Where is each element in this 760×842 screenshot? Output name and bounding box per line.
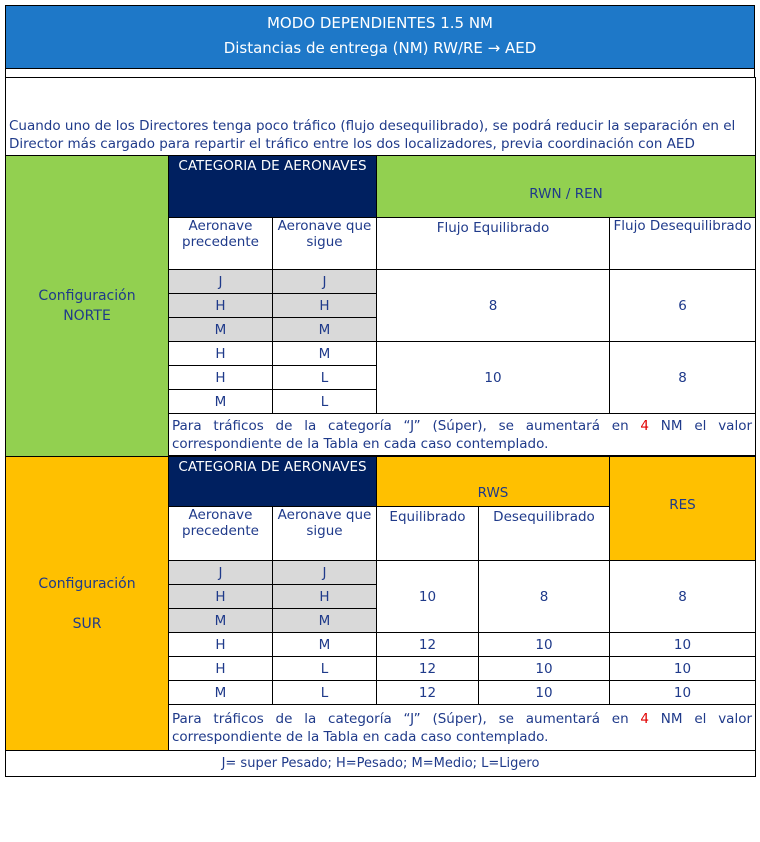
north-sig-5: L	[273, 366, 377, 390]
config-norte-label: Configuración	[38, 288, 136, 304]
south-eq-5: 12	[377, 657, 479, 681]
north-sig-3: M	[273, 318, 377, 342]
south-prec-2: H	[169, 585, 273, 609]
south-note	[169, 705, 756, 751]
col-sigue-sur: Aeronave que sigue	[273, 507, 377, 561]
north-note-a: Para tráficos de la categoría “J” (Súper), se aumentará en	[172, 417, 641, 434]
col-flujo-desequilibrado: Flujo Desequilibrado	[610, 218, 756, 270]
north-g2-deq: 8	[610, 342, 756, 414]
config-sur-label: Configuración	[38, 575, 136, 592]
south-res-6: 10	[610, 681, 756, 705]
south-note-b: NM el valor correspondiente de la Tabla en cada caso contemplado.	[172, 710, 753, 745]
config-sur-name: SUR	[72, 615, 102, 632]
north-prec-1: J	[169, 270, 273, 294]
category-header-sur: CATEGORIA DE AERONAVES	[169, 457, 377, 507]
south-sig-2: H	[273, 585, 377, 609]
page-subtitle: Distancias de entrega (NM) RW/RE → AED	[223, 39, 537, 57]
document	[5, 5, 755, 777]
south-prec-5: H	[169, 657, 273, 681]
south-g1-deq: 8	[479, 561, 610, 633]
col-equilibrado: Equilibrado	[377, 507, 479, 561]
north-note	[169, 414, 756, 456]
runway-rws: RWS	[377, 457, 610, 507]
runway-rwn-ren: RWN / REN	[377, 156, 756, 218]
south-deq-5: 10	[479, 657, 610, 681]
south-sig-3: M	[273, 609, 377, 633]
col-precedente-sur: Aeronave precedente	[169, 507, 273, 561]
col-flujo-equilibrado: Flujo Equilibrado	[377, 218, 610, 270]
title-banner	[5, 5, 755, 69]
south-sig-5: L	[273, 657, 377, 681]
config-norte-name: NORTE	[63, 308, 111, 324]
south-g1-res: 8	[610, 561, 756, 633]
col-desequilibrado: Desequilibrado	[479, 507, 610, 561]
south-prec-3: M	[169, 609, 273, 633]
south-sig-6: L	[273, 681, 377, 705]
runway-res: RES	[610, 457, 756, 561]
category-header: CATEGORIA DE AERONAVES	[169, 156, 377, 218]
south-prec-6: M	[169, 681, 273, 705]
config-sur	[6, 457, 169, 751]
north-note-b: NM el valor correspondiente de la Tabla en cada caso contemplado.	[172, 417, 753, 452]
south-deq-6: 10	[479, 681, 610, 705]
north-sig-4: M	[273, 342, 377, 366]
south-res-5: 10	[610, 657, 756, 681]
col-sigue: Aeronave que sigue	[273, 218, 377, 270]
south-deq-4: 10	[479, 633, 610, 657]
separation-table	[5, 77, 756, 777]
north-prec-4: H	[169, 342, 273, 366]
config-norte	[6, 156, 169, 457]
north-g1-deq: 6	[610, 270, 756, 342]
legend-footer: J= super Pesado; H=Pesado; M=Medio; L=Ligero	[6, 751, 756, 777]
south-eq-4: 12	[377, 633, 479, 657]
south-note-num: 4	[640, 710, 650, 727]
north-sig-1: J	[273, 270, 377, 294]
north-prec-5: H	[169, 366, 273, 390]
north-prec-6: M	[169, 390, 273, 414]
north-prec-2: H	[169, 294, 273, 318]
intro-text: Cuando uno de los Directores tenga poco tráfico (flujo desequilibrado), se podrá reducir la separación en el Director más cargado para repartir el tráfico entre los dos localizadores, previa coordinación con AED	[6, 78, 756, 156]
south-eq-6: 12	[377, 681, 479, 705]
north-sig-2: H	[273, 294, 377, 318]
north-g1-eq: 8	[377, 270, 610, 342]
spacer	[5, 69, 755, 77]
north-g2-eq: 10	[377, 342, 610, 414]
south-prec-1: J	[169, 561, 273, 585]
south-g1-eq: 10	[377, 561, 479, 633]
south-prec-4: H	[169, 633, 273, 657]
north-prec-3: M	[169, 318, 273, 342]
south-note-a: Para tráficos de la categoría “J” (Súper), se aumentará en	[172, 710, 641, 727]
south-res-4: 10	[610, 633, 756, 657]
south-sig-1: J	[273, 561, 377, 585]
north-sig-6: L	[273, 390, 377, 414]
col-precedente: Aeronave precedente	[169, 218, 273, 270]
south-sig-4: M	[273, 633, 377, 657]
north-note-num: 4	[640, 417, 650, 434]
page-title: MODO DEPENDIENTES 1.5 NM	[266, 14, 494, 32]
